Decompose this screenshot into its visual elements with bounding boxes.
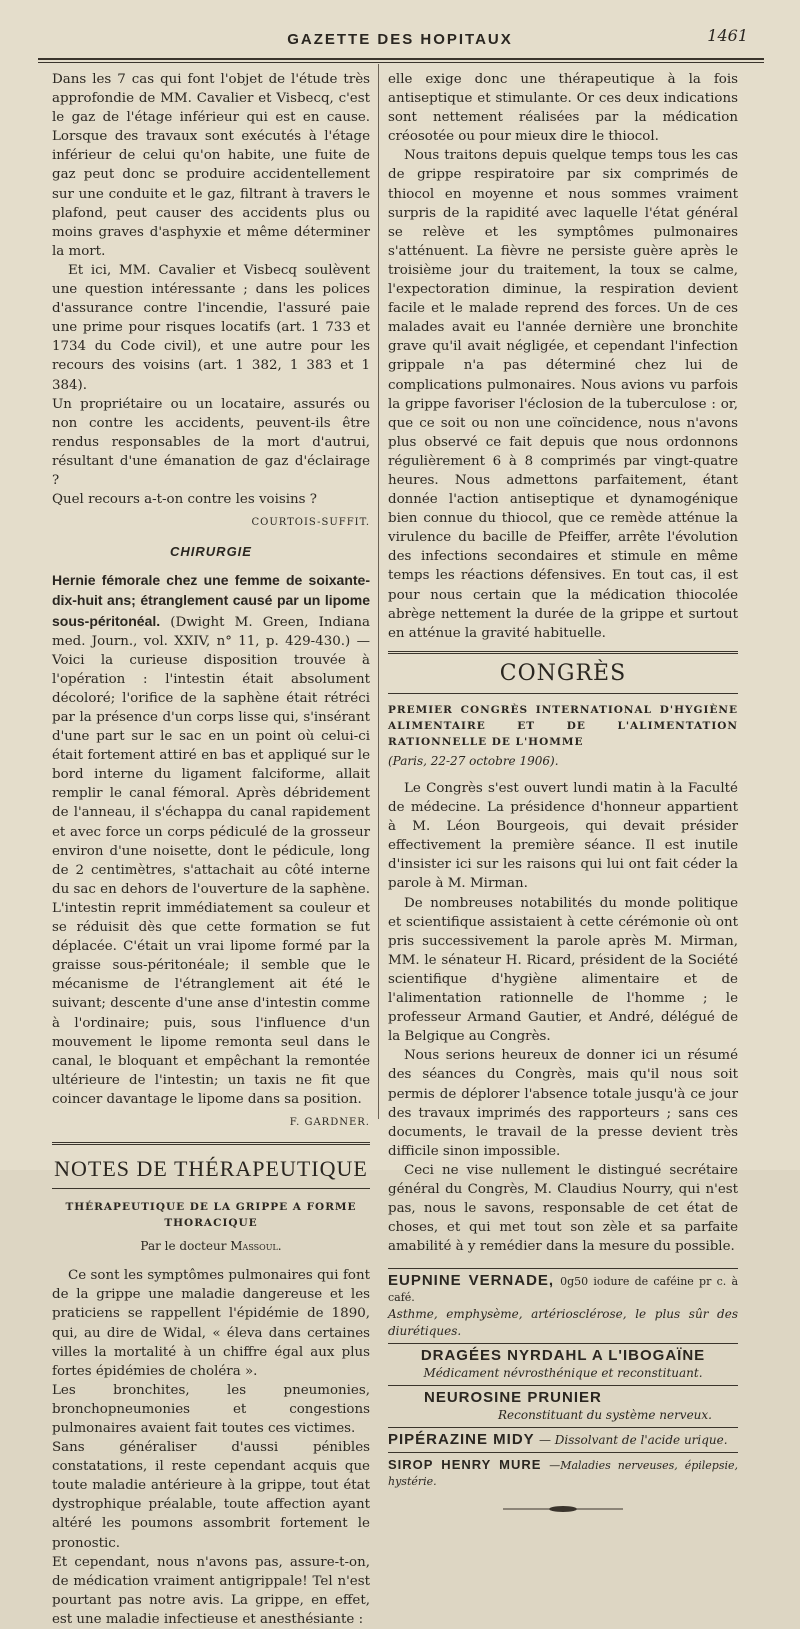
section-heading-chirurgie: CHIRURGIE <box>170 544 252 560</box>
section-divider-right <box>388 651 738 654</box>
hernie-signature: F. GARDNER. <box>289 1116 370 1128</box>
ad-piperazine-desc: — Dissolvant de l'acide urique. <box>538 1433 728 1448</box>
intro-paragraph-3: Un propriétaire ou un locataire, assurés ou non contre les accidents, peuvent-ils être rendus responsables de la mort d'autrui, résultant d'une émanation de gaz d'éclairage ? <box>52 396 370 488</box>
therapeutique-paragraph-4: Et cependant, nous n'avons pas, assure-t-on, de médication vraiment antigrippale! Tel n'est pourtant pas notre avis. La grippe, en effet, est une maladie infectieuse et anesthésiante : <box>52 1554 370 1627</box>
ornament-rule-icon <box>503 1505 623 1513</box>
right-column <box>388 70 738 1520</box>
ad-dragees <box>388 1343 738 1385</box>
congres-paragraph-2: De nombreuses notabilités du monde politique et scientifique assistaient à cette cérémonie où ont pris successivement la parole après M. Mirman, MM. le sénateur H. Ricard, président de la Société scientifique d'hygiène alimentaire et de l'alimentation rationnelle de l'homme ; le professeur Armand Gautier, et André, délégué de la Belgique au Congrès. <box>388 895 738 1045</box>
ad-eupnine-dose: 0g50 iodure de caféine pr c. à café. <box>388 1275 739 1305</box>
hernie-article <box>52 571 370 1109</box>
page-number: 1461 <box>707 26 748 45</box>
therapeutique-byline <box>52 1237 370 1256</box>
right-paragraph-1: elle exige donc une thérapeutique à la fois antiseptique et stimulante. Or ces deux indications sont nettement réalisées par la médication créosotée ou pour mieux dire le thiocol. <box>388 72 738 145</box>
ad-eupnine-desc: Asthme, emphysème, artériosclérose, le plus sûr des diurétiques. <box>388 1307 738 1339</box>
page-header-title: GAZETTE DES HOPITAUX <box>287 31 513 48</box>
section-divider <box>52 1142 370 1145</box>
therapeutique-title: THÉRAPEUTIQUE DE LA GRIPPE A FORME THORACIQUE <box>65 1201 357 1230</box>
ad-sirop <box>388 1452 738 1493</box>
ad-piperazine-name: PIPÉRAZINE MIDY <box>388 1431 535 1449</box>
hernie-citation: (Dwight M. Green, Indiana med. Journ., vol. XXIV, n° 11, p. 429-430.) <box>52 614 370 649</box>
congres-subtitle: (Paris, 22-27 octobre 1906). <box>388 753 559 768</box>
byline-prefix: Par le docteur <box>140 1239 227 1254</box>
section-divider-right-thin <box>388 693 738 694</box>
hernie-body: — Voici la curieuse disposition trouvée à l'opération : l'intestin était absolument décoloré; l'orifice de la saphène était rétréci par la présence d'un corps lisse qui, s'insérant d'une part sur le sac en un point où celui-ci était fortement attiré en bas et appliqué sur le bord interne du ligament falciforme, allait remplir le canal fémoral. Après débridement de l'anneau, il s'échappa du canal rapidement et avec force un corps pédiculé de la grosseur environ d'une noisette, dont le pédicule, long de 2 centimètres, s'attachait au côté interne du sac en dehors de l'ouverture de la saphène. L'intestin reprit immédiatement sa couleur et se réduisit dès que cette formation se fut déplacée. C'était un vrai lipome formé par la graisse sous-péritonéale; il semble que le mécanisme de l'étranglement ait été le suivant; descente d'une anse d'intestin comme à l'ordinaire; puis, sous l'influence d'un mouvement le lipome remonta seul dans le canal, le bloquant et empêchant la remontée ultérieure de l'intestin; un taxis ne fit que coincer davantage le lipome dans sa position. <box>52 633 371 1107</box>
ad-dragees-desc: Médicament névrosthénique et reconstituant. <box>423 1366 703 1381</box>
hernie-title: Hernie fémorale chez une femme de soixante-dix-huit ans; étranglement causé par un lipome sous-péritonéal. <box>52 572 370 629</box>
therapeutique-paragraph-3: Sans généraliser d'aussi pénibles constatations, il reste cependant acquis que toute maladie antérieure à la grippe, tout état dystrophique préalable, toute affection ayant altéré les poumons assombrit fortement le pronostic. <box>52 1440 370 1551</box>
congres-title: PREMIER CONGRÈS INTERNATIONAL D'HYGIÈNE ALIMENTAIRE ET DE L'ALIMENTATION RATIONNELLE DE L'HOMME <box>388 703 738 748</box>
ad-dragees-name: DRAGÉES NYRDAHL A L'IBOGAÏNE <box>420 1347 706 1365</box>
right-paragraph-2: Nous traitons depuis quelque temps tous les cas de grippe respiratoire par six comprimés de thiocol en moyenne et nous sommes vraiment surpris de la rapidité avec laquelle l'état général se relève et les symptômes pulmonaires s'atténuent. La fièvre ne persiste guère après le troisième jour du traitement, la toux se calme, l'expectoration diminue, la respiration devient facile et le malade reprend des forces. Un de ces malades avait eu l'année dernière une bronchite grave qu'il avait négligée, et cependant l'infection grippale n'a pas déterminé chez lui de complications pulmonaires. Nous avions vu parfois la grippe favoriser l'éclosion de la tuberculose : or, que ce soit ou non une coïncidence, nous n'avons plus observé ce fait depuis que nous ordonnons régulièrement 6 à 8 comprimés par vingt-quatre heures. Nous admettons parfaitement, étant donnée l'action antiseptique et dynamogénique bien connue du thiocol, que ce remède atténue la virulence du bacille de Pfeiffer, arrête l'évolution des infections secondaires et stimule en même temps les réactions défensives. En tout cas, il est pour nous certain que la médication thiocolée abrège nettement la durée de la grippe et surtout en atténue la gravité habituelle. <box>388 148 738 641</box>
advertisements <box>388 1268 738 1520</box>
congres-paragraph-4: Ceci ne vise nullement le distingué secrétaire général du Congrès, M. Claudius Nourry, qui n'est pas, nous le savons, responsable de cet état de choses, et qui met tout son zèle et sa parfaite amabilité à y remédier dans la mesure du possible. <box>388 1162 738 1255</box>
ad-eupnine <box>388 1268 738 1343</box>
ad-neurosine-desc: Reconstituant du système nerveux. <box>498 1408 712 1423</box>
section-divider-thin <box>52 1188 370 1189</box>
ad-eupnine-name: EUPNINE VERNADE, <box>388 1272 555 1290</box>
ad-piperazine <box>388 1427 738 1452</box>
therapeutique-paragraph-2: Les bronchites, les pneumonies, bronchopneumonies et congestions pulmonaires avaient fait toutes ces victimes. <box>52 1382 370 1436</box>
notes-therapeutique-heading: NOTES DE THÉRAPEUTIQUE <box>54 1156 368 1182</box>
left-column <box>52 70 370 1629</box>
closing-ornament <box>388 1501 738 1520</box>
ad-neurosine <box>388 1385 738 1427</box>
intro-paragraph-2: Et ici, MM. Cavalier et Visbecq soulèvent une question intéressante ; dans les polices d'assurance contre l'incendie, l'assuré paie une prime pour risques locatifs (art. 1 733 et 1734 du Code civil), et une autre pour les recours des voisins (art. 1 382, 1 383 et 1 384). <box>52 262 370 393</box>
ad-sirop-name: SIROP HENRY MURE <box>388 1457 542 1473</box>
congres-paragraph-1: Le Congrès s'est ouvert lundi matin à la Faculté de médecine. La présidence d'honneur appartient à M. Léon Bourgeois, qui devait présider effectivement la première séance. Il est inutile d'insister ici sur les raisons qui lui ont fait céder la parole à M. Mirman. <box>388 781 738 892</box>
ad-sirop-desc: —Maladies nerveuses, épilepsie, hystérie. <box>388 1459 738 1489</box>
congres-paragraph-3: Nous serions heureux de donner ici un résumé des séances du Congrès, mais qu'il nous soit permis de déplorer l'absence totale jusqu'à ce jour des travaux imprimés des rapporteurs ; sans ces documents, le travail de la presse devient très difficile sinon impossible. <box>388 1048 738 1159</box>
therapeutique-paragraph-1: Ce sont les symptômes pulmonaires qui font de la grippe une maladie dangereuse et les praticiens se rappellent l'épidémie de 1890, qui, au dire de Widal, « éleva dans certaines villes la mortalité à un chiffre égal aux plus fortes épidémies de choléra ». <box>52 1268 370 1379</box>
header-rule <box>38 58 764 60</box>
ad-neurosine-name: NEUROSINE PRUNIER <box>424 1389 602 1407</box>
intro-signature: COURTOIS-SUFFIT. <box>251 517 370 529</box>
intro-paragraph-4: Quel recours a-t-on contre les voisins ? <box>52 492 317 508</box>
header-rule-thin <box>38 62 764 63</box>
intro-paragraph-1: Dans les 7 cas qui font l'objet de l'étude très approfondie de MM. Cavalier et Visbecq, c'est le gaz de l'étage inférieur qui est en cause. Lorsque des travaux sont exécutés à l'étage inférieur de celui qu'on habite, une fuite de gaz peut donc se produire accidentellement sur une conduite et le gaz, filtrant à travers le plafond, peut causer des accidents plus ou moins graves d'asphyxie et même déterminer la mort. <box>52 72 370 259</box>
byline-author: Massoul. <box>230 1239 282 1254</box>
congres-heading: CONGRÈS <box>499 660 627 686</box>
column-divider <box>378 64 379 1119</box>
